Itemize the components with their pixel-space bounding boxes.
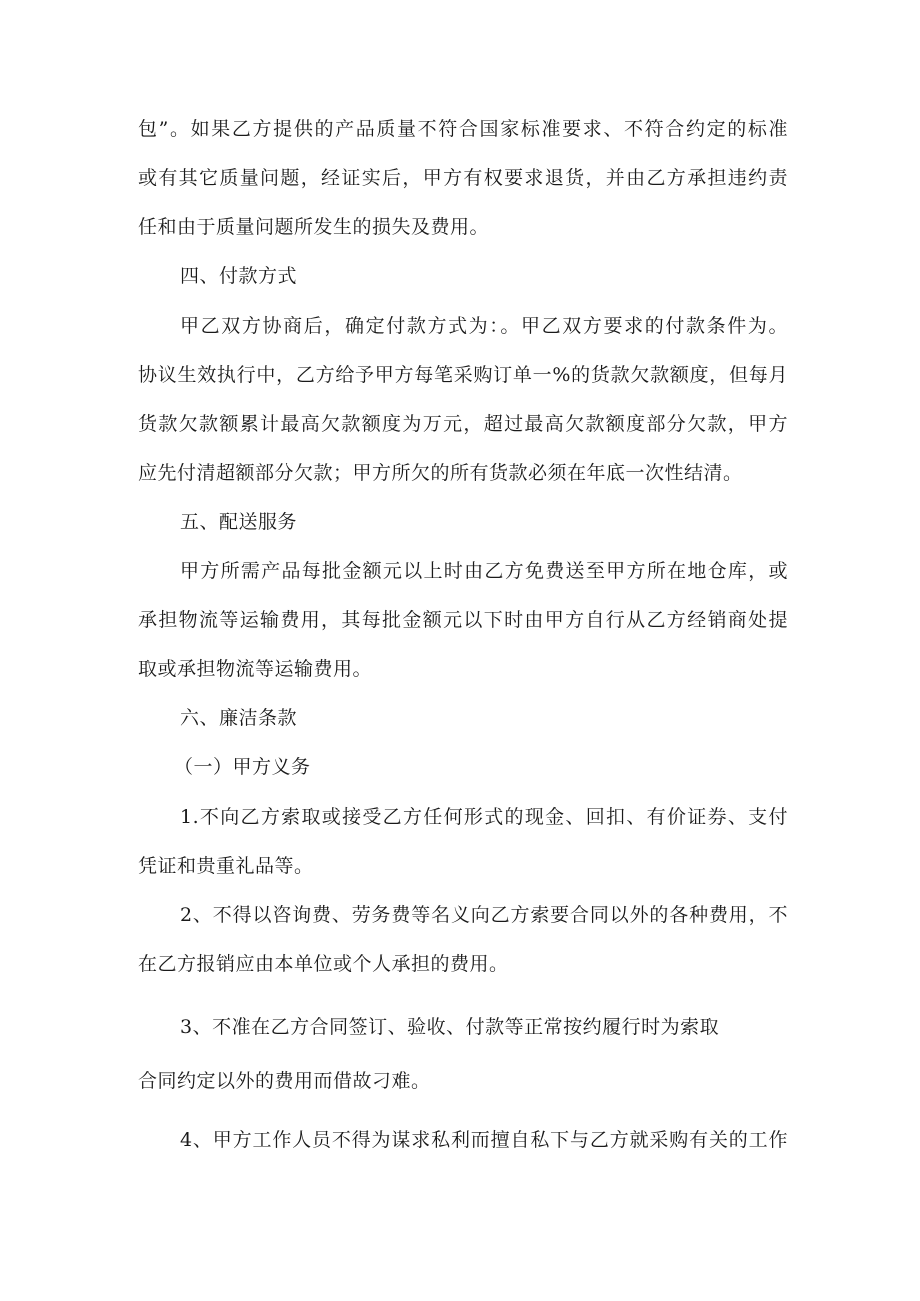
text-line: 甲乙双方协商后，确定付款方式为：。甲乙双方要求的付款条件为。 xyxy=(180,315,788,337)
text-line: 承担物流等运输费用，其每批金额元以下时由甲方自行从乙方经销商处提 xyxy=(138,609,788,631)
text-line: 在乙方报销应由本单位或个人承担的费用。 xyxy=(138,953,509,975)
text-line: 或有其它质量问题，经证实后，甲方有权要求退货，并由乙方承担违约责 xyxy=(138,167,788,189)
text-line: 凭证和贵重礼品等。 xyxy=(138,855,314,877)
section-heading: 四、付款方式 xyxy=(180,265,298,287)
text-line: 甲方所需产品每批金额元以上时由乙方免费送至甲方所在地仓库，或 xyxy=(180,560,788,582)
text-line: 任和由于质量问题所发生的损失及费用。 xyxy=(138,216,490,238)
subsection-heading: （一）甲方义务 xyxy=(174,756,311,778)
text-line: 协议生效执行中，乙方给予甲方每笔采购订单一%的货款欠款额度，但每月 xyxy=(138,364,788,386)
text-line: 包”。如果乙方提供的产品质量不符合国家标准要求、不符合约定的标准 xyxy=(138,118,788,140)
text-line: 货款欠款额累计最高欠款额度为万元，超过最高欠款额度部分欠款，甲方 xyxy=(138,413,788,435)
section-heading: 五、配送服务 xyxy=(180,511,298,533)
section-heading: 六、廉洁条款 xyxy=(180,707,298,729)
text-line: 取或承担物流等运输费用。 xyxy=(138,658,373,680)
text-line: 3、不准在乙方合同签订、验收、付款等正常按约履行时为索取 xyxy=(180,1016,720,1038)
text-line: 合同约定以外的费用而借故刁难。 xyxy=(138,1070,431,1092)
text-line: 4、甲方工作人员不得为谋求私利而擅自私下与乙方就采购有关的工作 xyxy=(180,1129,788,1151)
text-line: 2、不得以咨询费、劳务费等名义向乙方索要合同以外的各种费用，不 xyxy=(180,904,788,926)
text-line: 应先付清超额部分欠款；甲方所欠的所有货款必须在年底一次性结清。 xyxy=(138,462,743,484)
text-line: 1.不向乙方索取或接受乙方任何形式的现金、回扣、有价证券、支付 xyxy=(180,806,788,828)
